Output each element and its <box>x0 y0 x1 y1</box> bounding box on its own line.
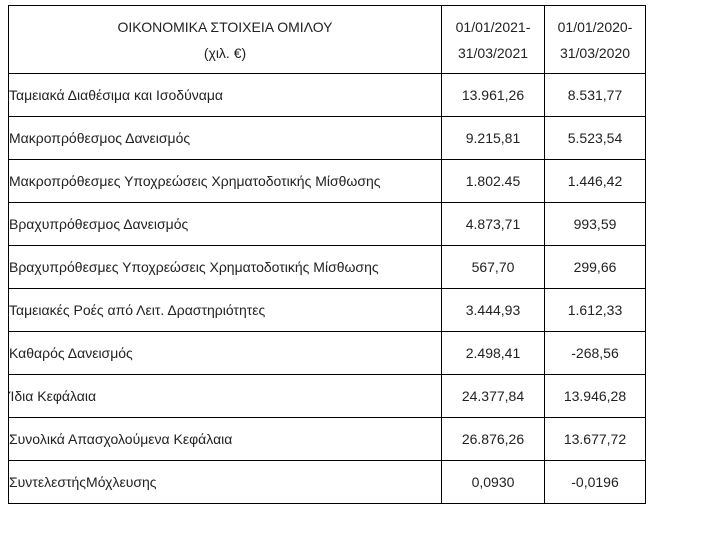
row-label: ΣυντελεστήςΜόχλευσης <box>9 461 442 504</box>
table-title: ΟΙΚΟΝΟΜΙΚΑ ΣΤΟΙΧΕΙΑ ΟΜΙΛΟΥ <box>117 18 333 35</box>
value-2020: 5.523,54 <box>545 117 646 160</box>
value-2021: 9.215,81 <box>442 117 545 160</box>
table-row <box>9 160 646 203</box>
value-2021: 13.961,26 <box>442 74 545 117</box>
period-2020-start: 01/01/2020- <box>557 18 633 35</box>
table-units: (χιλ. €) <box>203 44 247 61</box>
value-2020: 8.531,77 <box>545 74 646 117</box>
period-2020-end: 31/03/2020 <box>559 44 631 61</box>
table-row <box>9 418 646 461</box>
header-title-cell <box>9 6 442 74</box>
table-row <box>9 375 646 418</box>
value-2021: 26.876,26 <box>442 418 545 461</box>
table-row <box>9 203 646 246</box>
period-2021-start: 01/01/2021- <box>455 18 531 35</box>
value-2020: 1.446,42 <box>545 160 646 203</box>
table-row <box>9 117 646 160</box>
table-row <box>9 461 646 504</box>
row-label: Καθαρός Δανεισμός <box>9 332 442 375</box>
header-period-2021 <box>442 6 545 74</box>
period-2021-end: 31/03/2021 <box>457 44 529 61</box>
row-label: Συνολικά Απασχολούμενα Κεφάλαια <box>9 418 442 461</box>
value-2020: 1.612,33 <box>545 289 646 332</box>
value-2020: 13.946,28 <box>545 375 646 418</box>
row-label: Ίδια Κεφάλαια <box>9 375 442 418</box>
value-2021: 1.802.45 <box>442 160 545 203</box>
row-label: Βραχυπρόθεσμες Υποχρεώσεις Χρηματοδοτικής Μίσθωσης <box>9 246 442 289</box>
value-2020: -0,0196 <box>545 461 646 504</box>
value-2020: 993,59 <box>545 203 646 246</box>
table-row <box>9 74 646 117</box>
value-2021: 2.498,41 <box>442 332 545 375</box>
row-label: Ταμειακές Ροές από Λειτ. Δραστηριότητες <box>9 289 442 332</box>
value-2020: 299,66 <box>545 246 646 289</box>
table-row <box>9 332 646 375</box>
row-label: Μακροπρόθεσμες Υποχρεώσεις Χρηματοδοτικής Μίσθωσης <box>9 160 442 203</box>
value-2021: 3.444,93 <box>442 289 545 332</box>
table-row <box>9 289 646 332</box>
row-label: Βραχυπρόθεσμος Δανεισμός <box>9 203 442 246</box>
value-2020: 13.677,72 <box>545 418 646 461</box>
financial-data-table <box>8 5 646 504</box>
value-2021: 567,70 <box>442 246 545 289</box>
value-2021: 0,0930 <box>442 461 545 504</box>
table-header-row <box>9 6 646 74</box>
table-row <box>9 246 646 289</box>
value-2021: 24.377,84 <box>442 375 545 418</box>
row-label: Ταμειακά Διαθέσιμα και Ισοδύναμα <box>9 74 442 117</box>
row-label: Μακροπρόθεσμος Δανεισμός <box>9 117 442 160</box>
value-2021: 4.873,71 <box>442 203 545 246</box>
header-period-2020 <box>545 6 646 74</box>
value-2020: -268,56 <box>545 332 646 375</box>
